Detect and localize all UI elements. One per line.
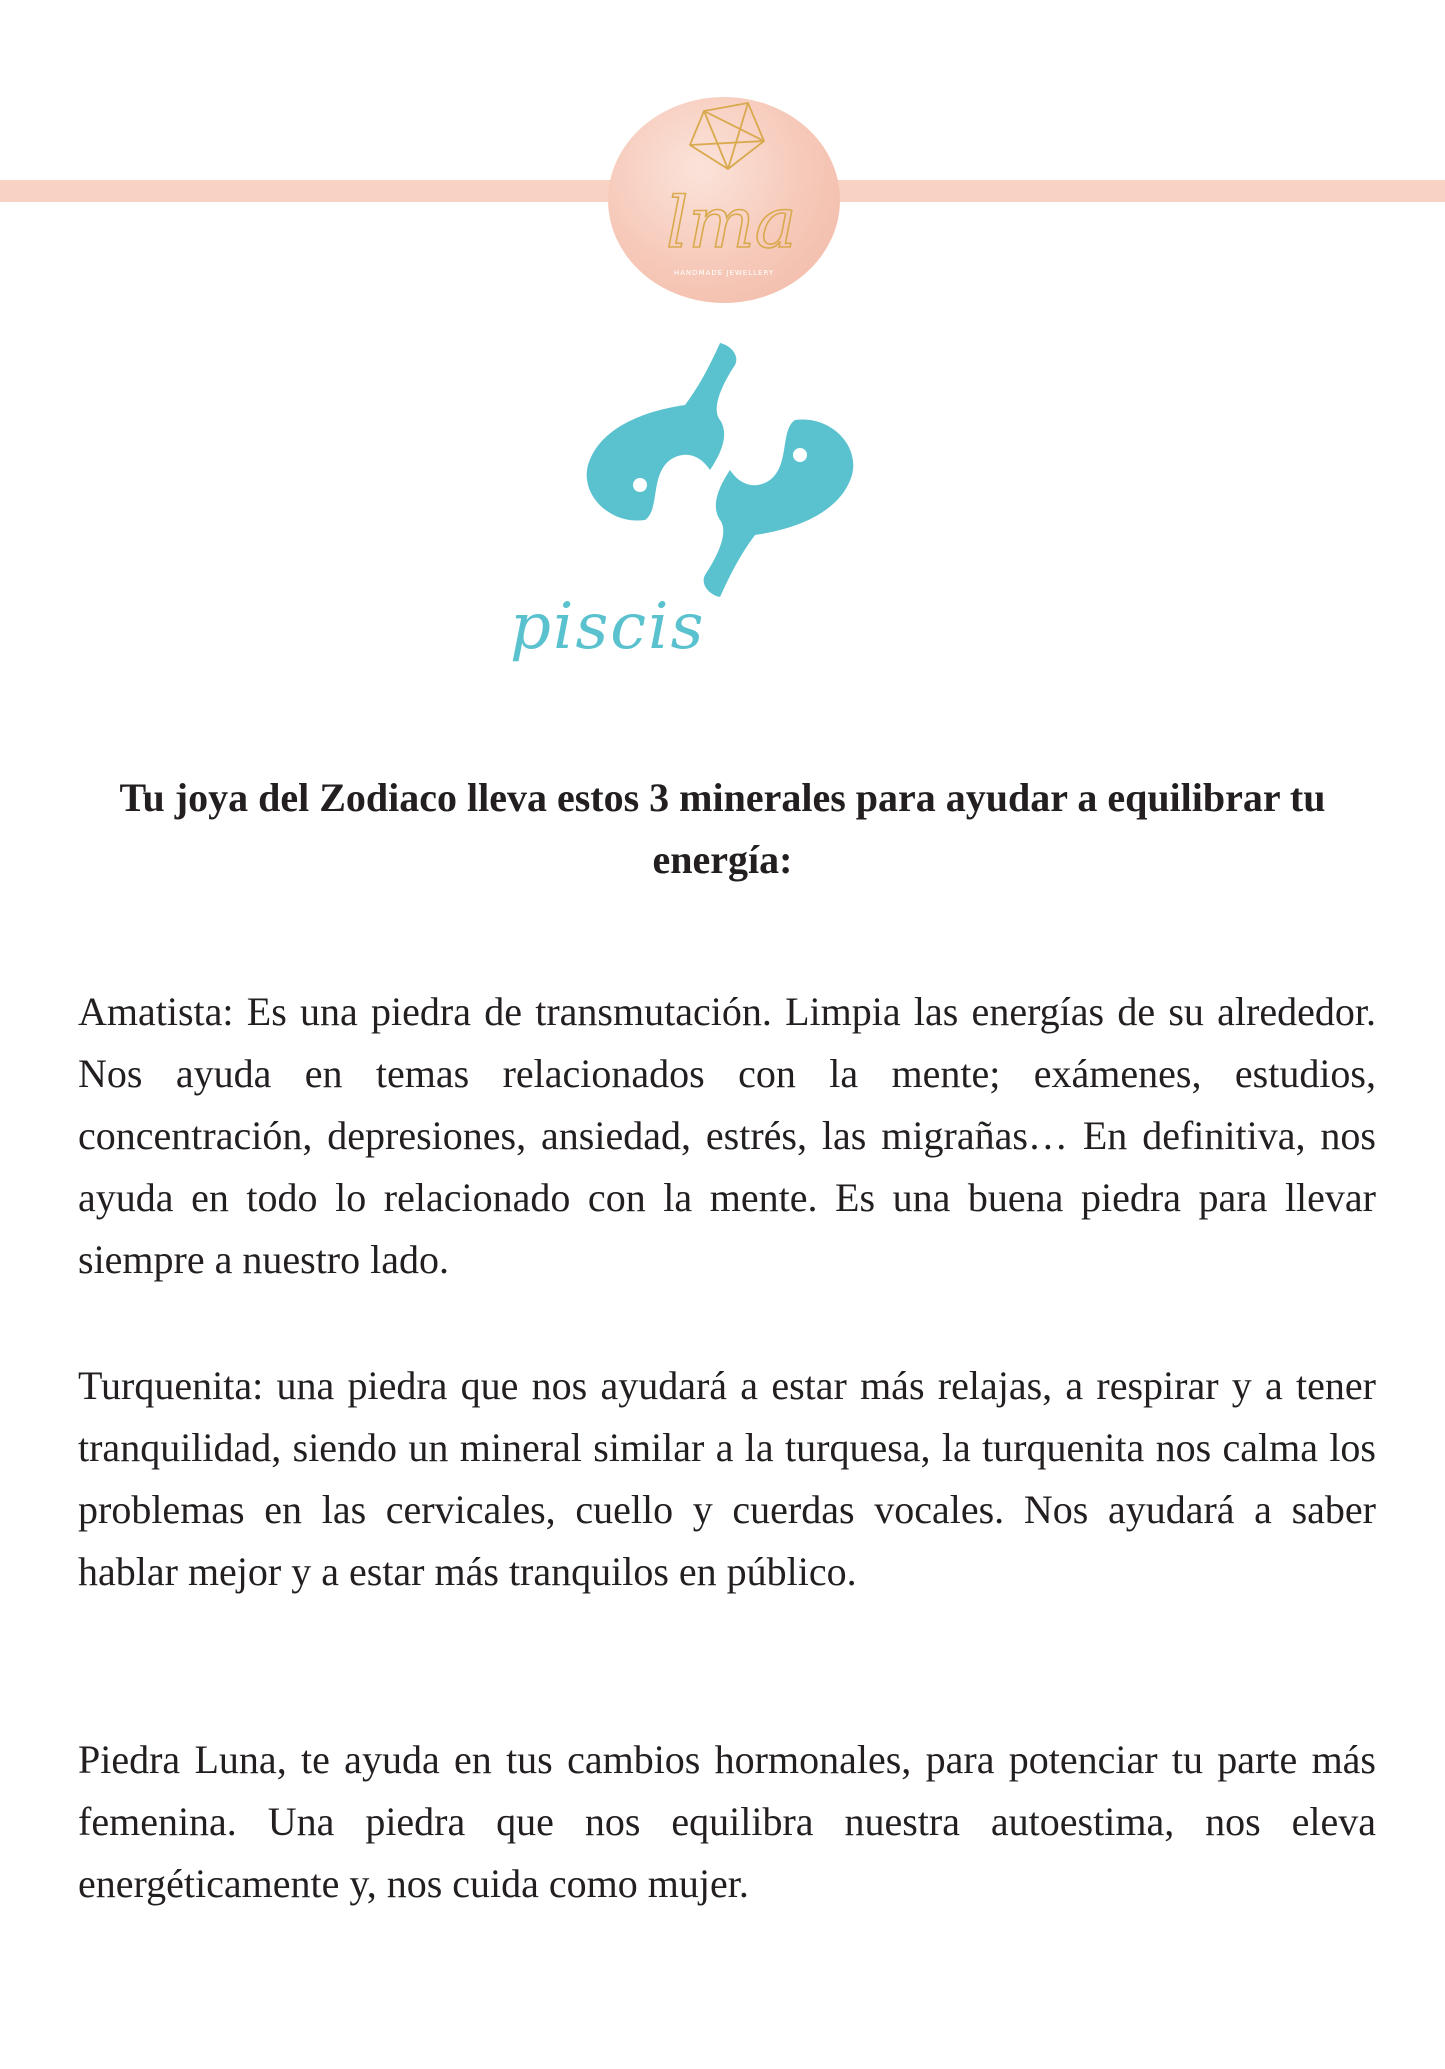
pisces-fish-icon: [570, 335, 870, 605]
logo-subtitle: HANDMADE JEWELLERY: [673, 269, 775, 277]
mineral-description-turquenita: Turquenita: una piedra que nos ayudará a estar más relajas, a respirar y a tener tranquilidad, siendo un mineral similar a la turquesa, la turquenita nos calma los problemas en las cervicales, cuello y cuerdas vocales. Nos ayudará a saber hablar mejor y a estar más tranquilos en público.: [78, 1363, 1376, 1594]
brand-logo: [608, 97, 840, 303]
intro-heading: Tu joya del Zodiaco lleva estos 3 minerales para ayudar a equilibrar tu energía:: [119, 775, 1326, 882]
zodiac-sign-name: piscis: [510, 590, 706, 664]
mineral-description-amatista: Amatista: Es una piedra de transmutación. Limpia las energías de su alrededor. Nos ayuda en temas relacionados con la mente; exámenes, estudios, concentración, depresiones, ansiedad, estrés, las migrañas… En definitiva, nos ayuda en todo lo relacionado con la mente. Es una buena piedra para llevar siempre a nuestro lado.: [78, 989, 1376, 1282]
logo-wordmark: lma: [666, 182, 797, 264]
mineral-description-piedra-luna: Piedra Luna, te ayuda en tus cambios hormonales, para potenciar tu parte más femenina. Una piedra que nos equilibra nuestra autoestima, nos eleva energéticamente y, nos cuida como mujer.: [78, 1737, 1376, 1906]
gem-outline-icon: [608, 97, 840, 303]
